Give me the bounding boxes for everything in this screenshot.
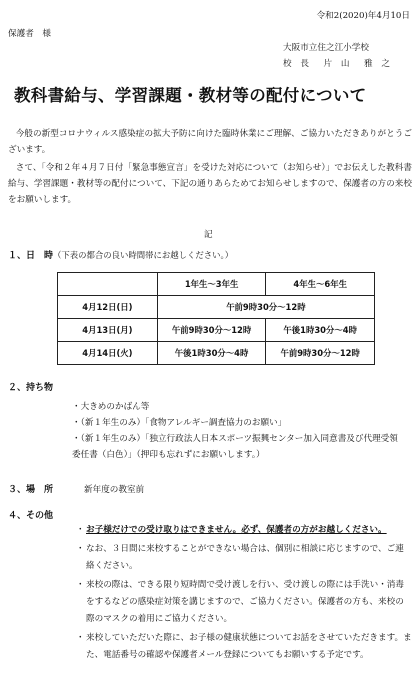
table-cell-date: 4月12日(日) [58,296,158,319]
section-1-heading [8,249,233,262]
table-cell-time: 午後1時30分～4時 [157,342,266,365]
table-row [58,296,375,319]
notes-item-text: 来校の際は、できる限り短時間で受け渡しを行い、受け渡しの際には手洗い・消毒をするなどの感染症対策を講じますので、ご協力ください。保護者の方も、来校の際のマスクの着用にご協力ください。 [86,580,404,624]
bullet-icon: ・ [76,544,85,554]
belongings-item: ・（新１年生のみ）「独立行政法人日本スポーツ振興センター加入同意書及び代理受領委任書（白色）」（押印も忘れずにお願いします。） [72,434,398,460]
belongings-item: ・（新１年生のみ）「食物アレルギー調査協力のお願い」 [72,418,287,428]
table-header-cell [58,273,158,296]
section-3-heading: ３、場 所 [8,485,54,495]
list-item [76,630,412,664]
venue-text: 新年度の教室前 [84,485,145,495]
addressee: 保護者 様 [8,29,51,39]
notes-item-text: なお、３日間に来校することができない場合は、個別に相談に応じますので、ご連絡ください。 [86,544,404,571]
document-title: 教科書給与、学習課題・教材等の配付について [14,86,367,105]
table-cell-date: 4月14日(火) [58,342,158,365]
notes-item-text: 来校していただいた際に、お子様の健康状態についてお話をさせていただきます。また、電話番号の確認や保護者メール登録についてもお願いする予定です。 [86,633,412,660]
table-header-row [58,273,375,296]
section-1-note: （下表の都合の良い時間帯にお越しください。） [53,250,234,260]
section-4-heading: ４、その他 [8,511,54,521]
notes-list [76,522,412,666]
section-2-heading: ２、持ち物 [8,383,54,393]
intro-paragraph-1: 今般の新型コロナウィルス感染症の拡大予防に向けた臨時休業にご理解、ご協力いただきありがとうございます。 [8,129,412,155]
school-name: 大阪市立住之江小学校 [283,43,369,53]
bullet-icon: ・ [76,525,85,535]
bullet-icon: ・ [76,580,85,590]
issue-date: 令和2(2020)年4月10日 [316,11,410,21]
table-cell-time: 午後1時30分～4時 [266,319,375,342]
bullet-icon: ・ [76,633,85,643]
table-cell-time: 午前9時30分～12時 [157,319,266,342]
schedule-table [57,272,375,365]
belongings-item: ・大きめのかばん等 [72,402,150,412]
intro-paragraph-2: さて、「令和２年４月７日付「緊急事態宣言」を受けた対応について（お知らせ）」でお伝えした教科書給与、学習課題・教材等の配付について、下記の通りあらためてお知らせしますので、保護者の方の来校をお願いします。 [8,163,412,205]
list-item [76,522,412,539]
table-header-cell: 1年生～3年生 [157,273,266,296]
table-cell-time: 午前9時30分～12時 [157,296,374,319]
section-1-title: １、日 時 [8,251,54,261]
list-item [76,577,412,628]
notes-item-text: お子様だけでの受け取りはできません。必ず、保護者の方がお越しください。 [86,525,387,535]
table-header-cell: 4年生～6年生 [266,273,375,296]
table-cell-time: 午前9時30分～12時 [266,342,375,365]
principal-name: 校 長 片 山 雅 之 [283,59,393,69]
table-cell-date: 4月13日(月) [58,319,158,342]
ki-heading: 記 [204,230,213,240]
table-row [58,319,375,342]
list-item [76,541,412,575]
table-row [58,342,375,365]
